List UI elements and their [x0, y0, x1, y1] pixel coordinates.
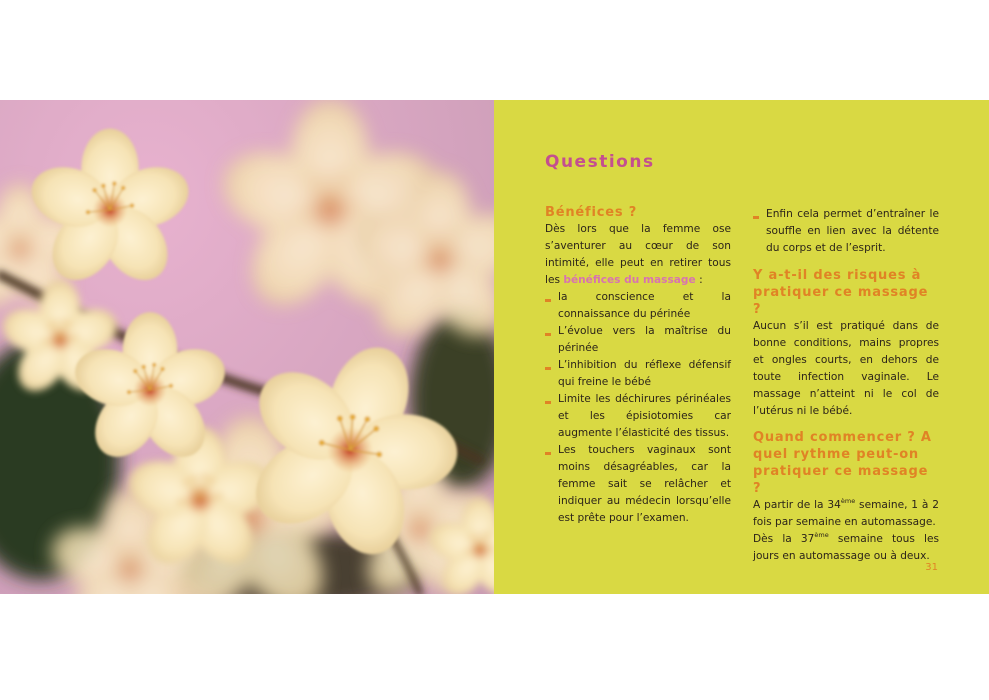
risks-heading: Y a-t-il des risques à pratiquer ce massage ? — [753, 268, 929, 317]
list-item: Enfin cela permet d’entraîner le souffle en lien avec la détente du corps et de l’esprit. — [753, 206, 939, 257]
book-spread — [0, 100, 989, 594]
when-text-1: A partir de la 34ème semaine, 1 à 2 fois par semaine en automassage. — [753, 497, 939, 528]
list-item: L’inhibition du réflexe défensif qui freine le bébé — [545, 357, 731, 391]
benefits-list-continued — [753, 206, 939, 257]
benefits-highlight: bénéfices du massage — [563, 274, 696, 286]
right-column — [753, 206, 939, 565]
dash-bullet-icon — [545, 401, 551, 404]
left-column — [545, 204, 731, 527]
dash-bullet-icon — [545, 367, 551, 370]
list-item: Les touchers vaginaux sont moins désagréables, car la femme sait se relâcher et indiquer au médecin lorsqu’elle est prête pour l’examen. — [545, 442, 731, 527]
list-item: la conscience et la connaissance du périnée — [545, 289, 731, 323]
blossom-illustration — [0, 100, 494, 594]
list-item: Limite les déchirures périnéales et les épisiotomies car augmente l’élasticité des tissus. — [545, 391, 731, 442]
dash-bullet-icon — [545, 452, 551, 455]
cherry-blossom-photo — [0, 100, 494, 594]
page-title: Questions — [545, 152, 655, 172]
benefits-heading: Bénéfices ? — [545, 205, 638, 220]
benefits-intro: Dès lors que la femme ose s’aventurer au cœur de son intimité, elle peut en retirer tous les bénéfices du massage : — [545, 223, 731, 286]
when-text-2: Dès la 37ème semaine tous les jours en automassage ou à deux. — [753, 531, 939, 562]
risks-text: Aucun s’il est pratiqué dans de bonne conditions, mains propres et ongles courts, en dehors de toute infection vaginale. Le massage n’atteint ni le col de l’utérus ni le bébé. — [753, 320, 939, 417]
when-heading: Quand commencer ? A quel rythme peut-on pratiquer ce massage ? — [753, 430, 932, 496]
dash-bullet-icon — [545, 299, 551, 302]
benefits-list — [545, 289, 731, 527]
list-item: L’évolue vers la maîtrise du périnée — [545, 323, 731, 357]
dash-bullet-icon — [545, 333, 551, 336]
dash-bullet-icon — [753, 216, 759, 219]
text-panel — [494, 100, 989, 594]
page-number: 31 — [925, 562, 938, 573]
